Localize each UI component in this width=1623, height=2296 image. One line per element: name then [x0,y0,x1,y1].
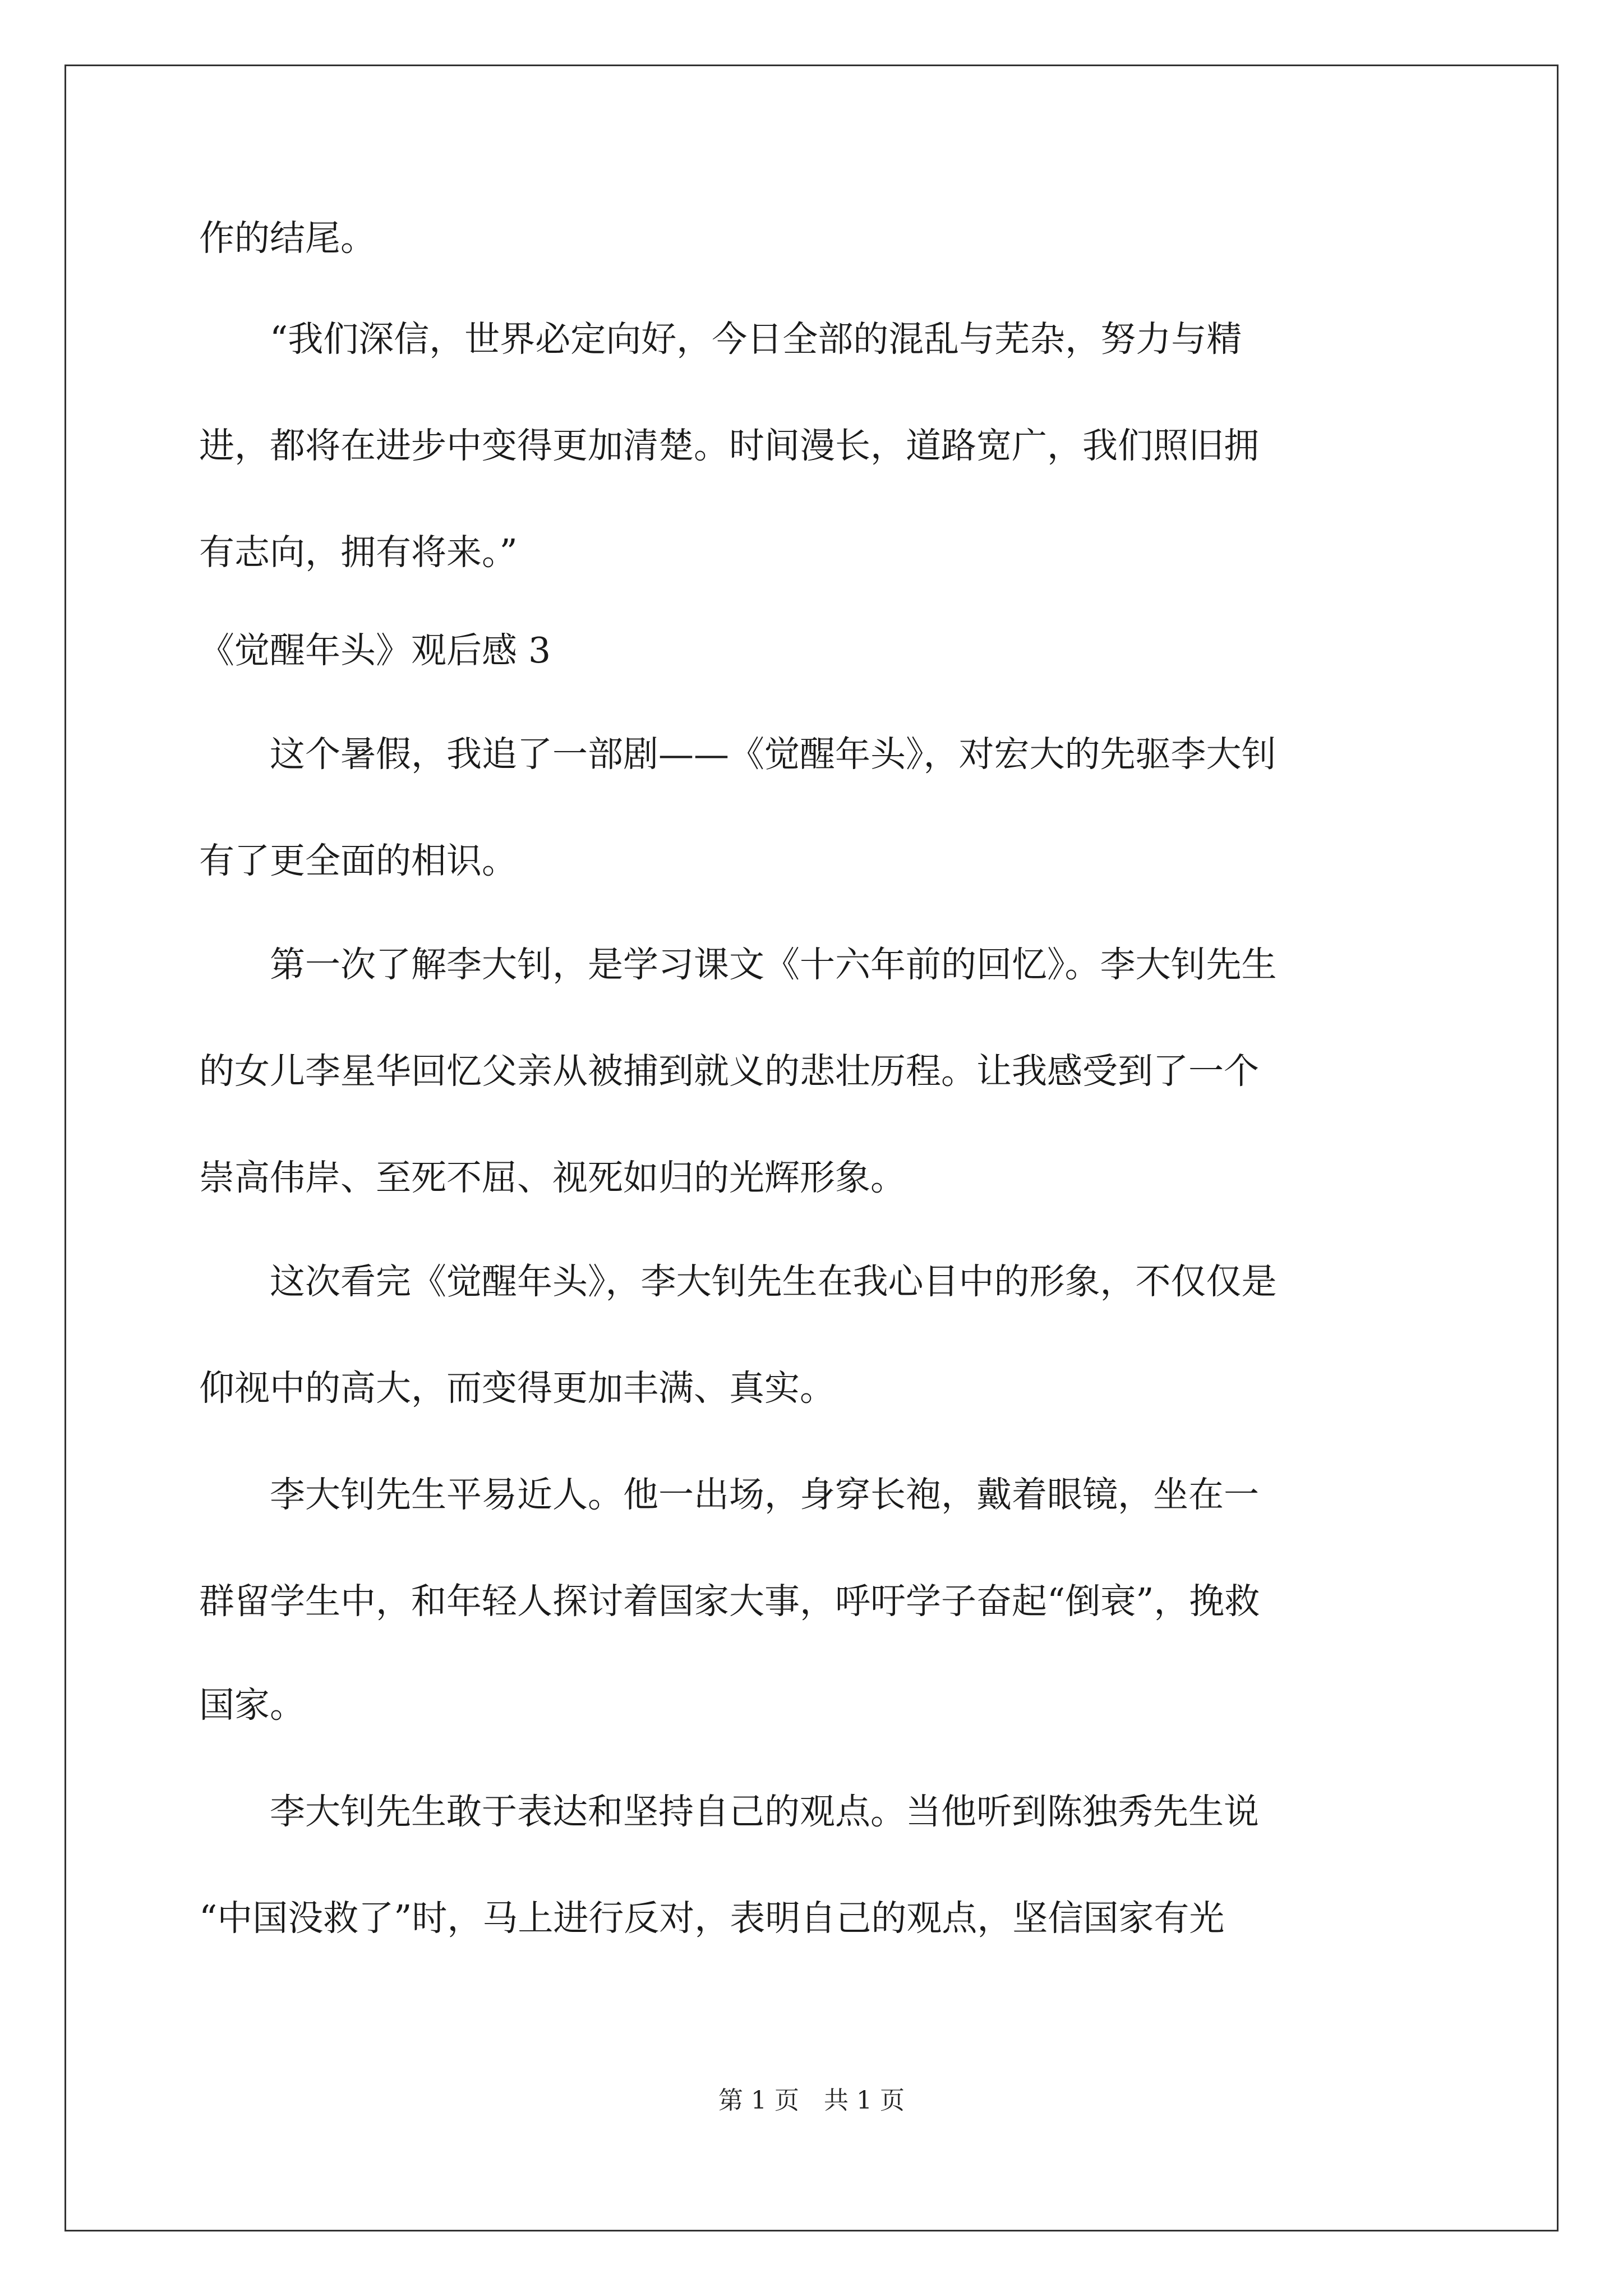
paragraph-line: “我们深信，世界必定向好，今日全部的混乱与芜杂，努力与精 [199,319,1242,360]
paragraph-line: 进，都将在进步中变得更加清楚。时间漫长，道路宽广，我们照旧拥 [199,425,1259,466]
paragraph-line: 这次看完《觉醒年头》，李大钊先生在我心目中的形象，不仅仅是 [199,1261,1277,1302]
paragraph-line: 仰视中的高大，而变得更加丰满、真实。 [199,1368,835,1409]
paragraph-line: 有志向，拥有将来。” [199,532,518,573]
paragraph-line: 李大钊先生平易近人。他一出场，身穿长袍，戴着眼镜，坐在一 [199,1474,1259,1515]
paragraph-line: 有了更全面的相识。 [199,840,517,881]
paragraph-line: 这个暑假，我追了一部剧——《觉醒年头》，对宏大的先驱李大钊 [199,734,1277,775]
paragraph-line: 国家。 [199,1685,305,1726]
paragraph-line: 的女儿李星华回忆父亲从被捕到就义的悲壮历程。让我感受到了一个 [199,1051,1259,1092]
paragraph-line: 崇高伟岸、至死不屈、视死如归的光辉形象。 [199,1157,906,1198]
paragraph-line: 第一次了解李大钊，是学习课文《十六年前的回忆》。李大钊先生 [199,944,1277,985]
paragraph-line: “中国没救了”时，马上进行反对，表明自己的观点，坚信国家有光 [199,1898,1225,1939]
page-footer: 第 1 页 共 1 页 [718,2086,905,2115]
paragraph-line: 作的结尾。 [199,218,376,259]
section-heading: 《觉醒年头》观后感 3 [199,630,551,671]
paragraph-line: 李大钊先生敢于表达和坚持自己的观点。当他听到陈独秀先生说 [199,1791,1259,1832]
paragraph-line: 群留学生中，和年轻人探讨着国家大事，呼吁学子奋起“倒衰”，挽救 [199,1581,1260,1622]
